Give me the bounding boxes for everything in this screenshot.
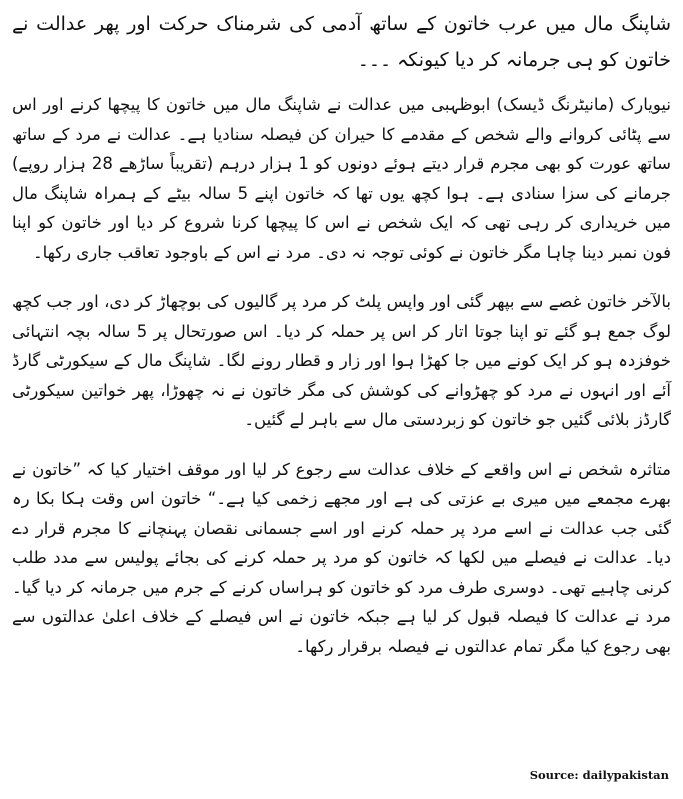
source-credit: Source: dailypakistan — [529, 768, 669, 782]
article-body — [12, 6, 671, 681]
article-headline: شاپنگ مال میں عرب خاتون کے ساتھ آدمی کی شرمناک حرکت اور پھر عدالت نے خاتون کو ہی جرمانہ کر دیا کیونکہ ۔۔۔ — [12, 13, 671, 71]
article-paragraph-2: بالآخر خاتون غصے سے بپھر گئی اور واپس پلٹ کر مرد پر گالیوں کی بوچھاڑ کر دی، اور جب کچھ لوگ جمع ہو گئے تو اپنا جوتا اتار کر اس پر حملہ کر دیا۔ اس صورتحال پر 5 سالہ بچہ انتہائی خوفزدہ ہو کر ایک کونے میں جا کھڑا ہوا اور زار و قطار رونے لگا۔ شاپنگ مال کے سیکورٹی گارڈ آئے اور انہوں نے مرد کو چھڑوانے کی کوشش کی مگر خاتون نے نہ چھوڑا، پھر خواتین سیکورٹی گارڈز بلائی گئیں جو خاتون کو زبردستی مال سے باہر لے گئیں۔ — [12, 292, 671, 429]
article-paragraph-3: متاثرہ شخص نے اس واقعے کے خلاف عدالت سے رجوع کر لیا اور موقف اختیار کیا کہ ”خاتون نے بھرے مجمعے میں میری بے عزتی کی ہے اور مجھے زخمی کیا ہے۔“ خاتون اس وقت ہکا بکا رہ گئی جب عدالت نے اسے مرد پر حملہ کرنے اور اسے جسمانی نقصان پہنچانے کا مجرم قرار دے دیا۔ عدالت نے فیصلے میں لکھا کہ خاتون کو مرد پر حملہ کرنے کی بجائے پولیس سے مدد طلب کرنی چاہیے تھی۔ دوسری طرف مرد کو خاتون کو ہراساں کرنے کے جرم میں جرمانہ کر دیا گیا۔ مرد نے عدالت کا فیصلہ قبول کر لیا ہے جبکہ خاتون نے اس فیصلے کے خلاف اعلیٰ عدالتوں سے بھی رجوع کیا مگر تمام عدالتوں نے فیصلہ برقرار رکھا۔ — [12, 459, 671, 656]
article-paragraph-1: نیویارک (مانیٹرنگ ڈیسک) ابوظہبی میں عدالت نے شاپنگ مال میں خاتون کا پیچھا کرنے اور اس سے پٹائی کروانے والے شخص کے مقدمے کا حیران کن فیصلہ سنادیا ہے۔ عدالت نے مرد کے ساتھ ساتھ عورت کو بھی مجرم قرار دیتے ہوئے دونوں کو 1 ہزار درہم (تقریباً ساڑھے 28 ہزار روپے) جرمانے کی سزا سنادی ہے۔ ہوا کچھ یوں تھا کہ خاتون اپنے 5 سالہ بیٹے کے ہمراہ شاپنگ مال میں خریداری کر رہی تھی کہ ایک شخص نے اس کا پیچھا کرنا شروع کر دیا اور خاتون کو اپنا فون نمبر دینا چاہا مگر خاتون نے کوئی توجہ نہ دی۔ مرد نے اس کے باوجود تعاقب جاری رکھا۔ — [12, 95, 671, 262]
